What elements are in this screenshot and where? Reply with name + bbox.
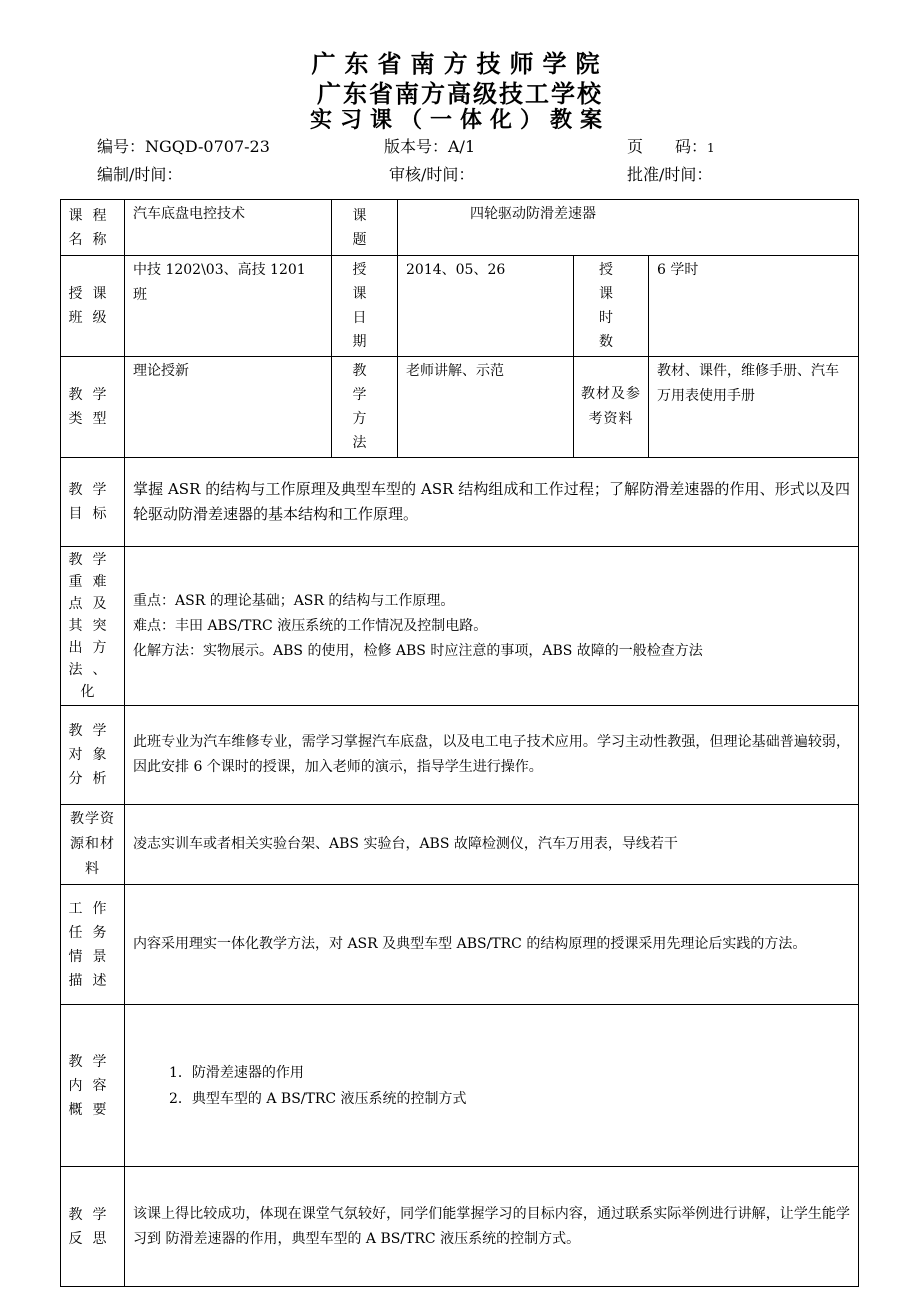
content-label: 教学内容概要 (61, 1005, 125, 1167)
analysis-label: 教学对象分析 (61, 706, 125, 805)
row-reflection (61, 1167, 859, 1287)
goal-value: 掌握 ASR 的结构与工作原理及典型车型的 ASR 结构组成和工作过程；了解防滑差速器的作用、形式以及四轮驱动防滑差速器的基本结构和工作原理。 (125, 458, 859, 547)
reflection-value: 该课上得比较成功，体现在课堂气氛较好，同学们能掌握学习的目标内容，通过联系实际举例进行讲解，让学生能学习到 防滑差速器的作用，典型车型的 A BS/TRC 液压系统的控制方式。 (125, 1167, 859, 1287)
resources-label: 教学资源和材料 (61, 805, 125, 885)
key-point-text: 重点：ASR 的理论基础；ASR 的结构与工作原理。 (133, 592, 455, 609)
row-content (61, 1005, 859, 1167)
approved-time: 批准/时间： (627, 165, 713, 184)
method-label: 教 学 方 法 (332, 357, 398, 458)
content-item: 2．典型车型的 A BS/TRC 液压系统的控制方式 (169, 1090, 467, 1107)
goal-label: 教学目标 (61, 458, 125, 547)
topic-label: 课 题 (332, 200, 398, 256)
method-value: 老师讲解、示范 (398, 357, 574, 458)
compiled-time: 编制/时间： (97, 165, 183, 184)
class-value: 中技 1202\03、高技 1201 班 (125, 256, 332, 357)
page-number-field (627, 134, 715, 157)
document-type-title: 实习课（一体化）教案 (309, 108, 610, 133)
doc-version: 版本号：A/1 (384, 137, 476, 156)
course-name-label: 课程名称 (61, 200, 125, 256)
solution-text: 化解方法：实物展示。ABS 的使用，检修 ABS 时应注意的事项，ABS 故障的一般检查方法 (133, 642, 703, 659)
difficulty-text: 难点：丰田 ABS/TRC 液压系统的工作情况及控制电路。 (133, 617, 488, 634)
page-number-label: 页 码： (627, 137, 708, 156)
row-key-points (61, 547, 859, 706)
date-value: 2014、05、26 (398, 256, 574, 357)
row-resources (61, 805, 859, 885)
class-label: 授课班级 (61, 256, 125, 357)
hours-label: 授 课 时 数 (574, 256, 649, 357)
task-value: 内容采用理实一体化教学方法，对 ASR 及典型车型 ABS/TRC 的结构原理的授课采用先理论后实践的方法。 (125, 885, 859, 1005)
row-course (61, 200, 859, 256)
course-name-value: 汽车底盘电控技术 (125, 200, 332, 256)
topic-value: 四轮驱动防滑差速器 (398, 200, 859, 256)
row-class (61, 256, 859, 357)
school-name-1: 广东省南方技师学院 (311, 50, 609, 78)
lesson-plan-table (60, 199, 859, 1287)
analysis-value: 此班专业为汽车维修专业，需学习掌握汽车底盘，以及电工电子技术应用。学习主动性教强，但理论基础普遍较弱，因此安排 6 个课时的授课，加入老师的演示，指导学生进行操作。 (125, 706, 859, 805)
row-analysis (61, 706, 859, 805)
row-type (61, 357, 859, 458)
reflection-label: 教学反思 (61, 1167, 125, 1287)
content-item: 1．防滑差速器的作用 (169, 1064, 304, 1081)
material-label: 教材及参考资料 (574, 357, 649, 458)
school-name-2: 广东省南方高级技工学校 (317, 80, 603, 108)
row-task (61, 885, 859, 1005)
hours-value: 6 学时 (649, 256, 859, 357)
doc-code: 编号：NGQD-0707-23 (97, 137, 270, 156)
key-points-label: 教学重难点及其突出方法、化 (61, 547, 125, 706)
type-label: 教学类型 (61, 357, 125, 458)
content-list (125, 1005, 859, 1167)
material-value: 教材、课件，维修手册、汽车万用表使用手册 (649, 357, 859, 458)
resources-value: 凌志实训车或者相关实验台架、ABS 实验台，ABS 故障检测仪，汽车万用表，导线若干 (125, 805, 859, 885)
type-value: 理论授新 (125, 357, 332, 458)
page-number-value: 1 (707, 141, 715, 155)
reviewed-time: 审核/时间： (389, 165, 475, 184)
row-goal (61, 458, 859, 547)
date-label: 授 课 日 期 (332, 256, 398, 357)
task-label: 工作任务情景描述 (61, 885, 125, 1005)
key-points-cell (125, 547, 859, 706)
